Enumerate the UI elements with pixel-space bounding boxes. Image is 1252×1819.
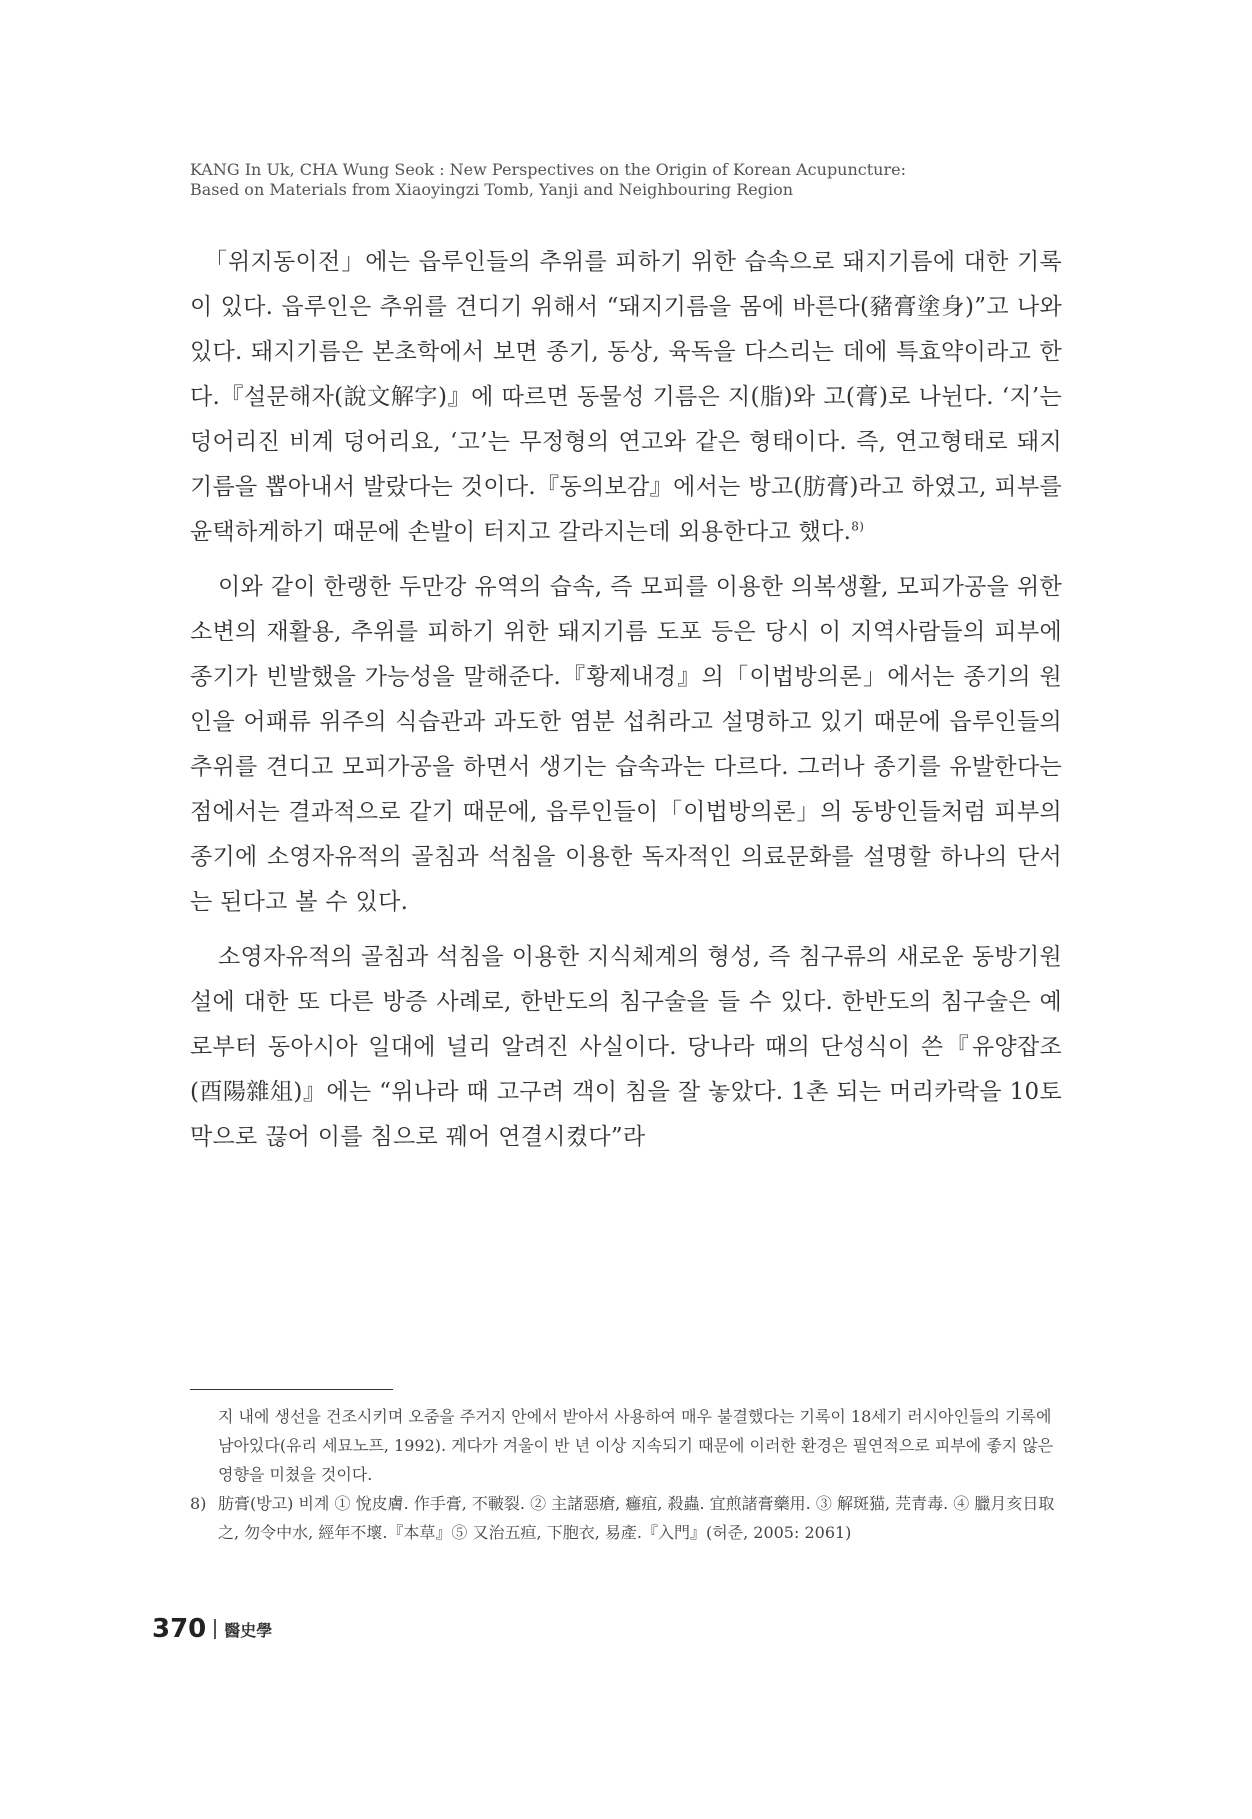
paragraph-1-text: 「위지동이전」에는 읍루인들의 추위를 피하기 위한 습속으로 돼지기름에 대한 기록이 있다. 읍루인은 추위를 견디기 위해서 “돼지기름을 몸에 바른다(豬膏塗身)”고 나와있다. 돼지기름은 본초학에서 보면 종기, 동상, 육독을 다스리는 데에 특효약이라고 한다.『설문해자(說文解字)』에 따르면 동물성 기름은 지(脂)와 고(膏)로 나뉜다. ‘지’는 덩어리진 비계 덩어리요, ‘고’는 무정형의 연고와 같은 형태이다. 즉, 연고형태로 돼지기름을 뽑아내서 발랐다는 것이다.『동의보감』에서는 방고(肪膏)라고 하였고, 피부를 윤택하게하기 때문에 손발이 터지고 갈라지는데 외용한다고 했다. bbox=[190, 249, 1062, 545]
footnotes bbox=[190, 1402, 1070, 1547]
paragraph-2: 이와 같이 한랭한 두만강 유역의 습속, 즉 모피를 이용한 의복생활, 모피가공을 위한 소변의 재활용, 추위를 피하기 위한 돼지기름 도포 등은 당시 이 지역사람들의 피부에 종기가 빈발했을 가능성을 말해준다.『황제내경』의「이법방의론」에서는 종기의 원인을 어패류 위주의 식습관과 과도한 염분 섭취라고 설명하고 있기 때문에 읍루인들의 추위를 견디고 모피가공을 하면서 생기는 습속과는 다르다. 그러나 종기를 유발한다는 점에서는 결과적으로 같기 때문에, 읍루인들이「이법방의론」의 동방인들처럼 피부의 종기에 소영자유적의 골침과 석침을 이용한 독자적인 의료문화를 설명할 하나의 단서는 된다고 볼 수 있다. bbox=[190, 574, 1062, 915]
page-number: 370 bbox=[152, 1614, 207, 1644]
running-header bbox=[190, 160, 1070, 200]
running-header-line-1: KANG In Uk, CHA Wung Seok : New Perspectives on the Origin of Korean Acupuncture: bbox=[190, 160, 906, 179]
running-header-line-2: Based on Materials from Xiaoyingzi Tomb, Yanji and Neighbouring Region bbox=[190, 180, 794, 199]
footnote-8-mark: 8) bbox=[190, 1494, 207, 1513]
folio-separator bbox=[214, 1619, 216, 1639]
paragraph-1 bbox=[190, 240, 1062, 555]
page-footer bbox=[152, 1614, 272, 1644]
body-text bbox=[190, 240, 1062, 1160]
footnote-8 bbox=[190, 1489, 1070, 1547]
journal-name: 醫史學 bbox=[224, 1620, 273, 1640]
footnote-8-text: 肪膏(방고) 비계 ① 悅皮膚. 作手膏, 不皸裂. ② 主諸惡瘡, 癰疽, 殺蟲. 宜煎諸膏藥用. ③ 解斑猫, 芫青毒. ④ 臘月亥日取之, 勿令中水, 經年不壞.『本草』⑤ 又治五疸, 下胞衣, 易產.『入門』(허준, 2005: 2061) bbox=[218, 1494, 1055, 1542]
footnote-divider bbox=[190, 1389, 393, 1390]
footnote-continuation: 지 내에 생선을 건조시키며 오줌을 주거지 안에서 받아서 사용하여 매우 불결했다는 기록이 18세기 러시아인들의 기록에 남아있다(유리 세묘노프, 1992). 게다가 겨울이 반 년 이상 지속되기 때문에 이러한 환경은 필연적으로 피부에 좋지 않은 영향을 미쳤을 것이다. bbox=[218, 1407, 1054, 1484]
footnote-ref-8[interactable]: 8) bbox=[851, 519, 865, 534]
paragraph-3: 소영자유적의 골침과 석침을 이용한 지식체계의 형성, 즉 침구류의 새로운 동방기원설에 대한 또 다른 방증 사례로, 한반도의 침구술을 들 수 있다. 한반도의 침구술은 예로부터 동아시아 일대에 널리 알려진 사실이다. 당나라 때의 단성식이 쓴『유양잡조(酉陽雜俎)』에는 “위나라 때 고구려 객이 침을 잘 놓았다. 1촌 되는 머리카락을 10토막으로 끊어 이를 침으로 꿰어 연결시켰다”라 bbox=[190, 944, 1062, 1150]
